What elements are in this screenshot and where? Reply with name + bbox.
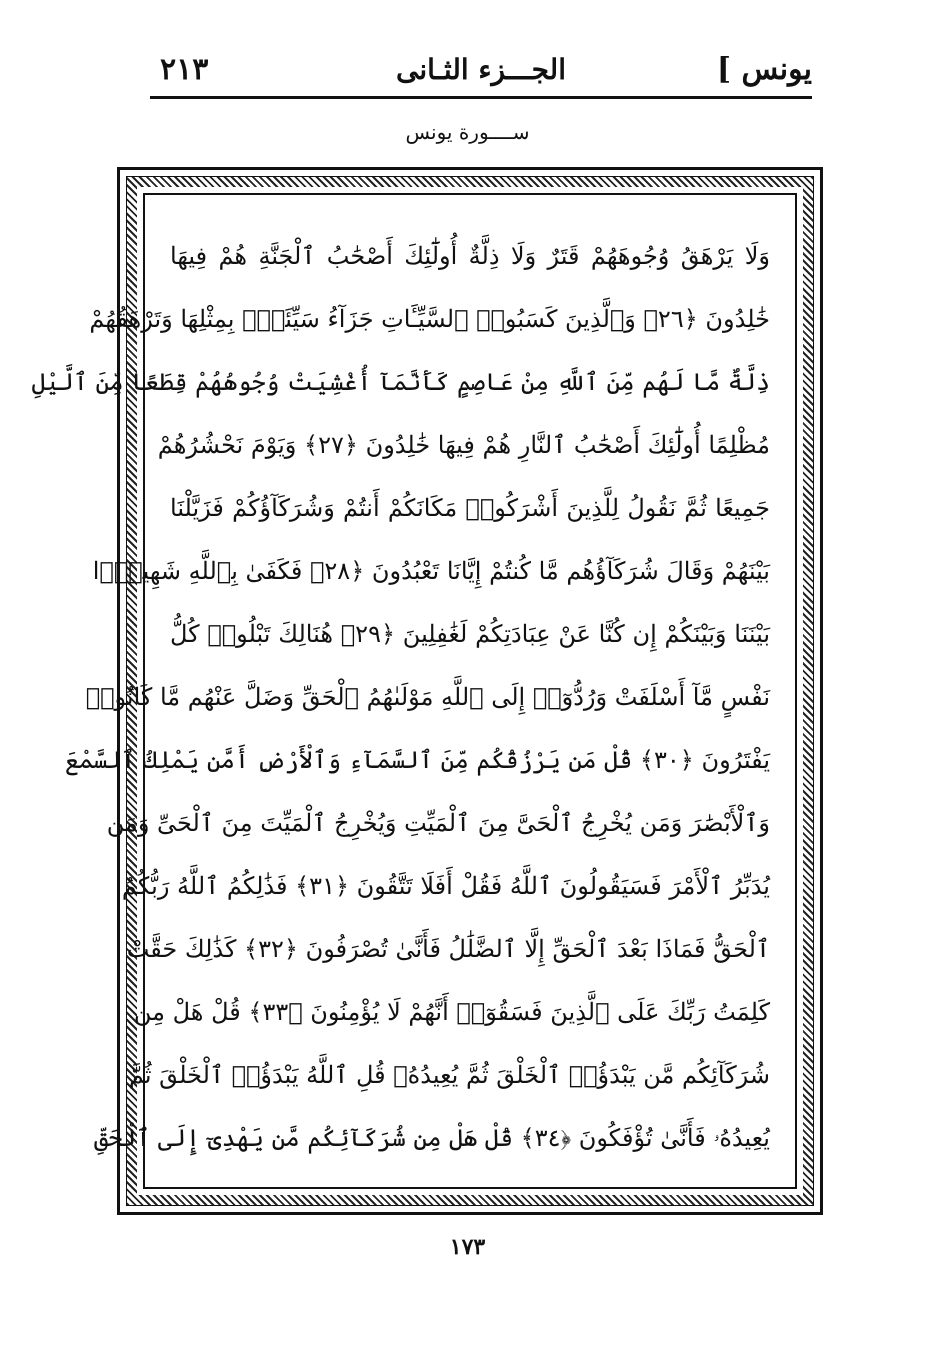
- header-rule: [150, 96, 812, 99]
- text-line: وَلَا يَرْهَقُ وُجُوهَهُمْ قَتَرٌ وَلَا ذِلَّةٌ أُولَٰٓئِكَ أَصْحَٰبُ ٱلْجَنَّةِ هُمْ فِيهَا: [170, 242, 770, 270]
- juz-title: الجـــزء الثـانى: [396, 53, 566, 86]
- quran-text-block: [31, 225, 770, 1170]
- text-line: ٱلْحَقُّ فَمَاذَا بَعْدَ ٱلْحَقِّ إِلَّا ٱلضَّلَٰلُ فَأَنَّىٰ تُصْرَفُونَ ﴿٣٢﴾ كَذَٰلِكَ حَقَّتْ: [126, 935, 770, 963]
- text-line: وَٱلْأَبْصَٰرَ وَمَن يُخْرِجُ ٱلْحَىَّ مِنَ ٱلْمَيِّتِ وَيُخْرِجُ ٱلْمَيِّتَ مِنَ ٱلْحَىِّ وَمَن: [106, 809, 770, 837]
- text-line: نَفْسٍ مَّآ أَسْلَفَتْ وَرُدُّوٓا۟ إِلَى ٱللَّهِ مَوْلَىٰهُمُ ٱلْحَقِّ وَضَلَّ عَنْهُم مَّا كَانُوا۟: [85, 683, 770, 711]
- footer-page-number: ١٧٣: [449, 1234, 486, 1260]
- text-line: يَفْتَرُونَ ﴿٣٠﴾ قُلْ مَن يَرْزُقُكُم مِّنَ ٱلسَّمَآءِ وَٱلْأَرْضِ أَمَّن يَمْلِكُ ٱلسَّمْعَ: [65, 746, 770, 774]
- text-line: جَمِيعًا ثُمَّ نَقُولُ لِلَّذِينَ أَشْرَكُوا۟ مَكَانَكُمْ أَنتُمْ وَشُرَكَآؤُكُمْ فَزَيَّلْنَا: [170, 494, 770, 522]
- header-page-number: ٢١٣: [160, 52, 209, 87]
- text-line: ذِلَّةٌ مَّا لَهُم مِّنَ ٱللَّهِ مِنْ عَاصِمٍ كَأَنَّمَآ أُغْشِيَتْ وُجُوهُهُمْ قِطَعًا مِّنَ ٱلَّيْلِ: [31, 368, 770, 396]
- text-line: بَيْنَنَا وَبَيْنَكُمْ إِن كُنَّا عَنْ عِبَادَتِكُمْ لَغَٰفِلِينَ ﴿٢٩﴾ هُنَالِكَ تَبْلُوا۟ كُلُّ: [170, 620, 770, 648]
- text-line: خَٰلِدُونَ ﴿٢٦﴾ وَٱلَّذِينَ كَسَبُوا۟ ٱلسَّيِّـَٔاتِ جَزَآءُ سَيِّئَةٍۭ بِمِثْلِهَا وَتَرْهَقُهُمْ: [89, 305, 770, 333]
- text-line: شُرَكَآئِكُم مَّن يَبْدَؤُا۟ ٱلْخَلْقَ ثُمَّ يُعِيدُهُۥ قُلِ ٱللَّهُ يَبْدَؤُا۟ ٱلْخَلْقَ ثُمَّ: [128, 1061, 770, 1089]
- text-line: يُعِيدُهُۥ فَأَنَّىٰ تُؤْفَكُونَ ﴿٣٤﴾ قُلْ هَلْ مِن شُرَكَآئِكُم مَّن يَهْدِىٓ إِلَى ٱلْحَقِّ: [94, 1124, 770, 1152]
- text-line: كَلِمَتُ رَبِّكَ عَلَى ٱلَّذِينَ فَسَقُوٓا۟ أَنَّهُمْ لَا يُؤْمِنُونَ ﴿٣٣﴾ قُلْ هَلْ مِن: [133, 998, 770, 1026]
- text-line: بَيْنَهُمْ وَقَالَ شُرَكَآؤُهُم مَّا كُنتُمْ إِيَّانَا تَعْبُدُونَ ﴿٢٨﴾ فَكَفَىٰ بِٱللَّهِ شَهِيدًۢا: [92, 557, 770, 585]
- surah-name: يونس ]: [716, 52, 812, 87]
- text-line: يُدَبِّرُ ٱلْأَمْرَ فَسَيَقُولُونَ ٱللَّهُ فَقُلْ أَفَلَا تَتَّقُونَ ﴿٣١﴾ فَذَٰلِكُمُ ٱللَّهُ رَبُّكُمُ: [121, 872, 770, 900]
- surah-subtitle: ســــورة يونس: [405, 120, 530, 144]
- text-line: مُظْلِمًا أُولَٰٓئِكَ أَصْحَٰبُ ٱلنَّارِ هُمْ فِيهَا خَٰلِدُونَ ﴿٢٧﴾ وَيَوْمَ نَحْشُرُهُمْ: [157, 431, 770, 459]
- running-header: [150, 48, 812, 92]
